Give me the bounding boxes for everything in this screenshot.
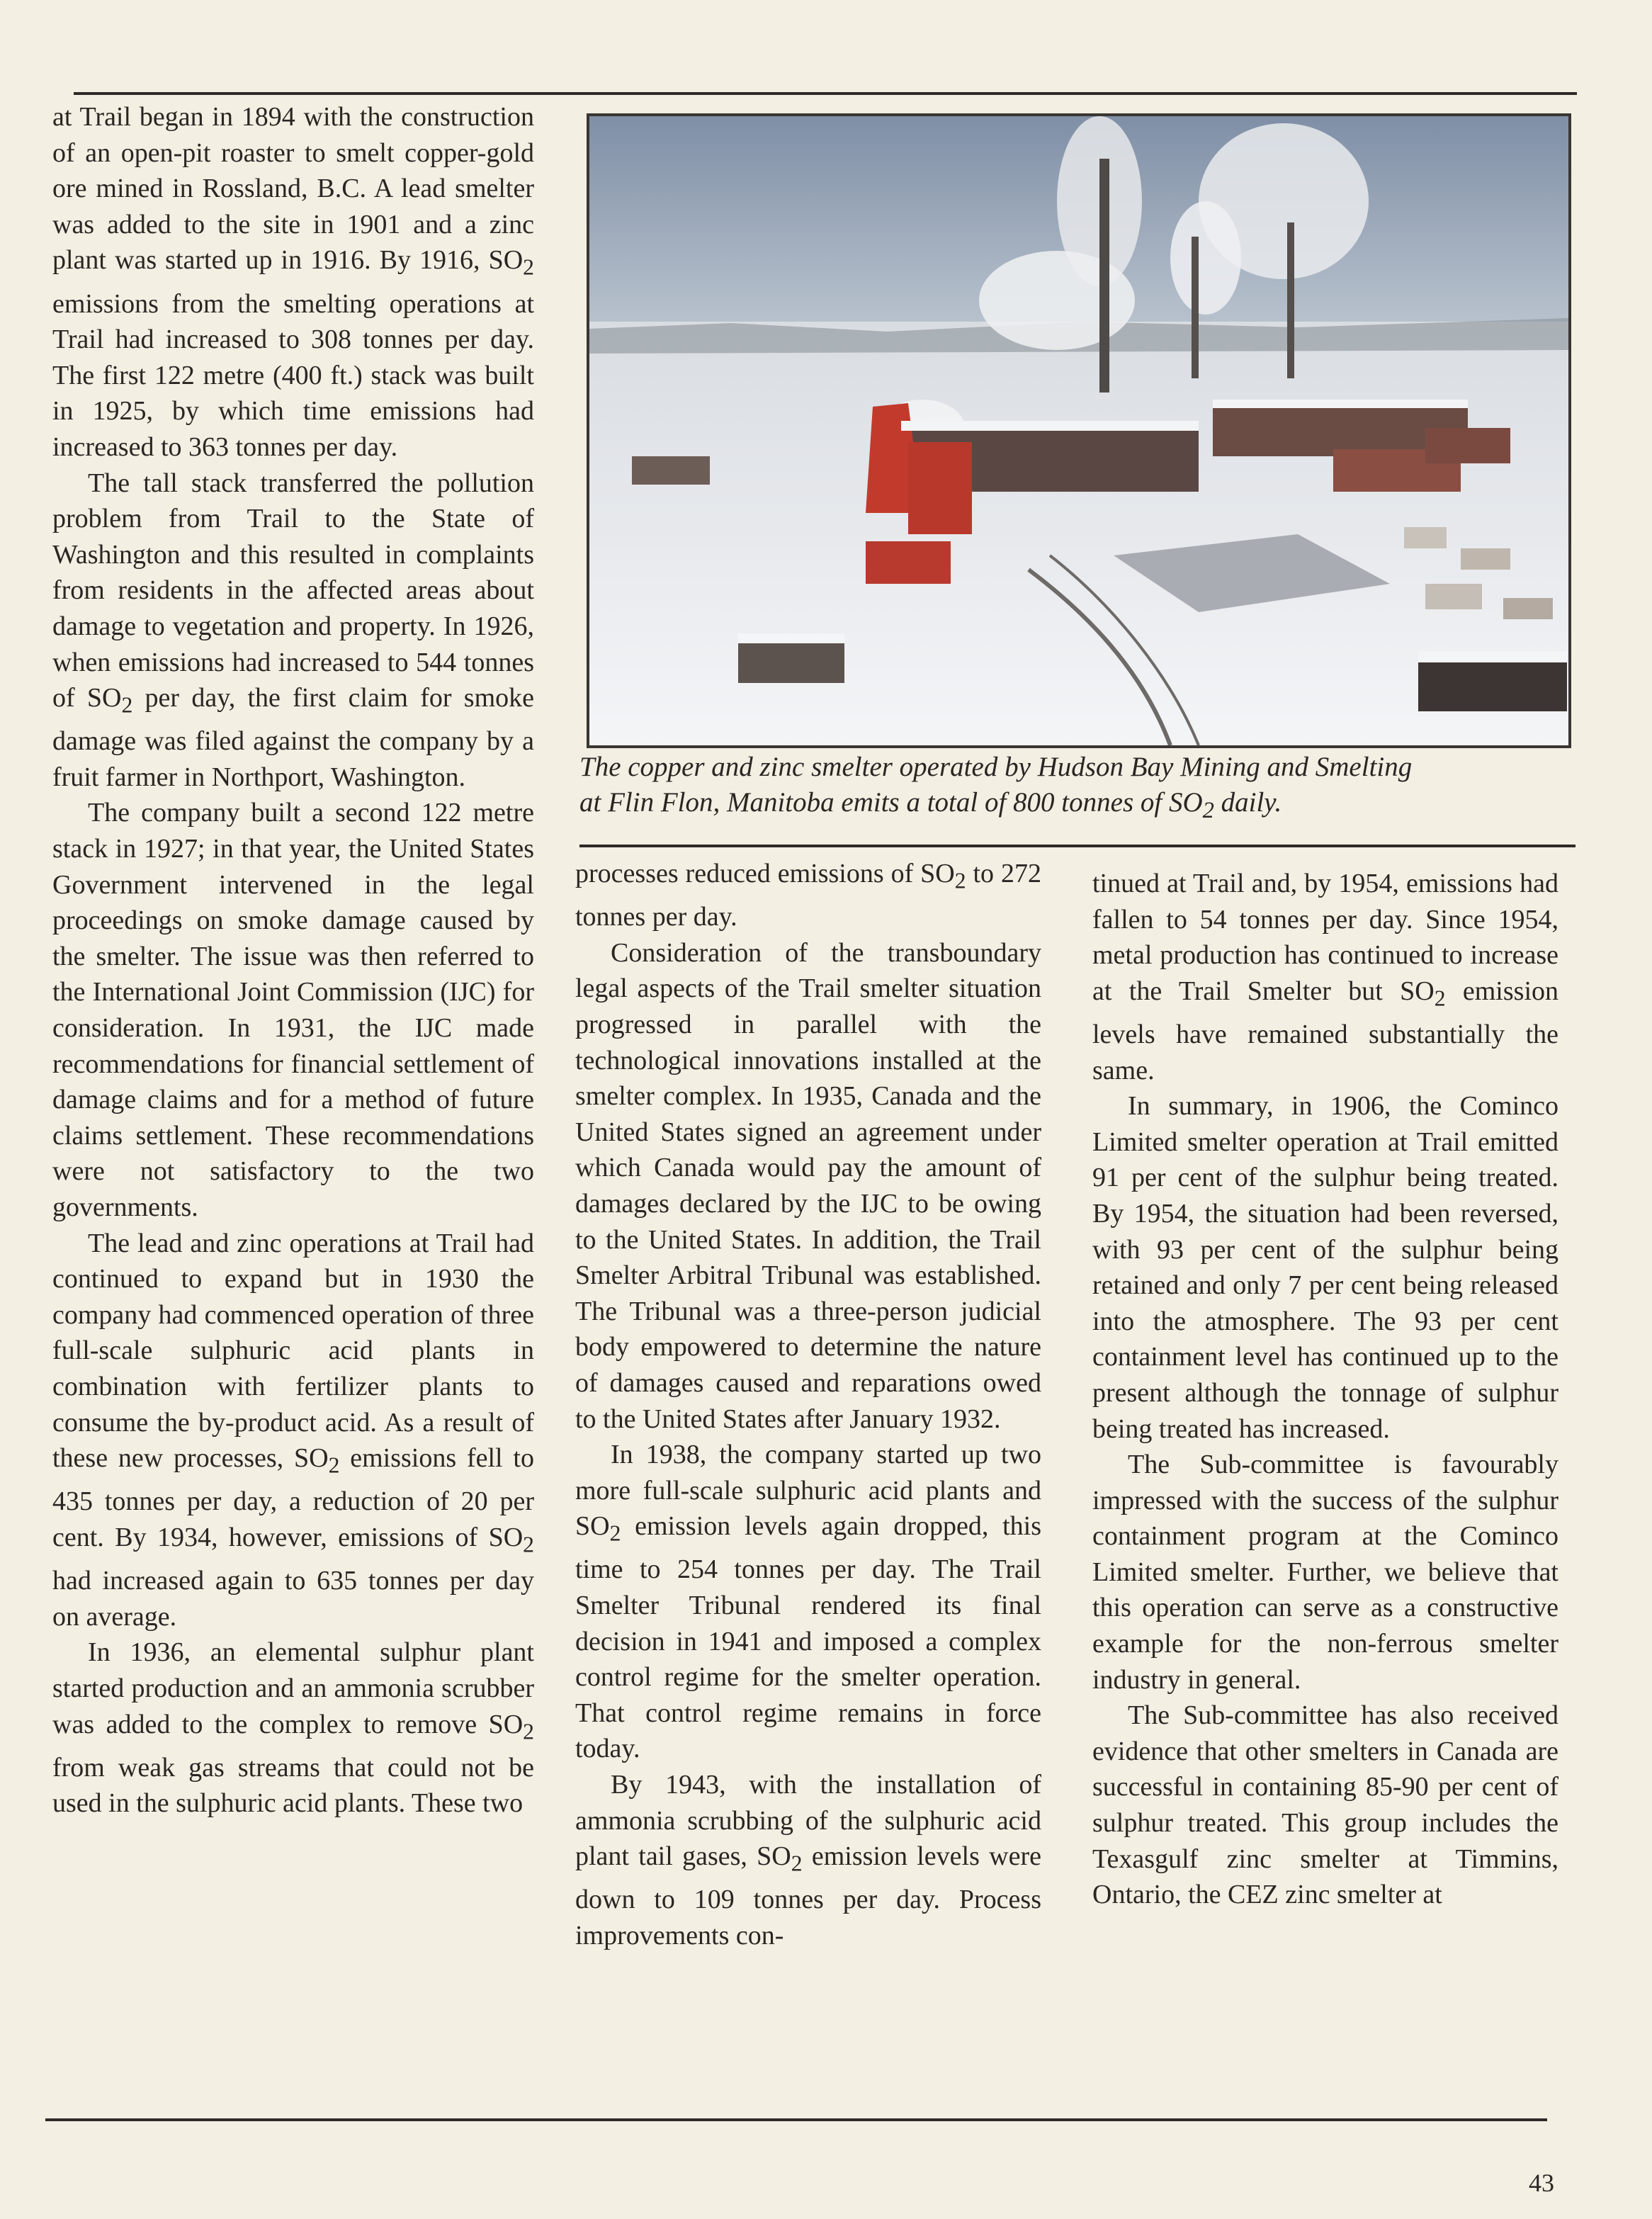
text-column-1 (52, 99, 534, 1822)
page-number: 43 (1529, 2169, 1554, 2197)
paragraph: The lead and zinc operations at Trail had continued to expand but in 1930 the company had commenced operation of three full-scale sulphuric acid plants in combination with fertilizer plants to consume the by-product acid. As a result of these new processes, $SO_2$ emissions fell to 435 tonnes per day, a reduction of 20 per cent. By 1934, however, emissions of $SO_2$ had increased again to 635 tonnes per day on average. (52, 1228, 534, 1632)
text-column-3 (1092, 866, 1558, 1913)
paragraph: In 1936, an elemental sulphur plant started production and an ammonia scrubber was added to the complex to remove $SO_2$ from weak gas streams that could not be used in the sulphuric acid plants. These two (52, 1637, 534, 1819)
paragraph: The Sub-committee is favourably impressed with the success of the sulphur containment program at the Cominco Limited smelter. Further, we believe that this operation can serve as a constructive example for the non-ferrous smelter industry in general. (1092, 1450, 1558, 1695)
paragraph: The company built a second 122 metre stack in 1927; in that year, the United States Government intervened in the legal proceedings on smoke damage caused by the smelter. The issue was then referred to the International Joint Commission (IJC) for consideration. In 1931, the IJC made recommendations for financial settlement of damage claims and for a method of future claims settlement. These recommendations were not satisfactory to the two governments. (52, 798, 534, 1222)
caption-line-1: The copper and zinc smelter operated by Hudson Bay Mining and Smelting (579, 752, 1413, 782)
text-column-2 (575, 856, 1041, 1954)
paragraph: processes reduced emissions of $SO_2$ to 272 tonnes per day. (575, 859, 1041, 932)
paragraph: In 1938, the company started up two more full-scale sulphuric acid plants and $SO_2$ emission levels again dropped, this time to 254 tonnes per day. The Trail Smelter Tribunal rendered its final decision in 1941 and imposed a complex control regime for the smelter operation. That control regime remains in force today. (575, 1440, 1041, 1764)
paragraph: By 1943, with the installation of ammonia scrubbing of the sulphuric acid plant tail gases, $SO_2$ emission levels were down to 109 tonnes per day. Process improvements con- (575, 1770, 1041, 1950)
paragraph: Consideration of the transboundary legal aspects of the Trail smelter situation progressed in parallel with the technological innovations installed at the smelter complex. In 1935, Canada and the United States signed an agreement under which Canada would pay the amount of damages declared by the IJC to be owing to the United States. In addition, the Trail Smelter Arbitral Tribunal was established. The Tribunal was a three-person judicial body empowered to determine the nature of damages caused and reparations owed to the United States after January 1932. (575, 937, 1041, 1434)
paragraph: The Sub-committee has also received evidence that other smelters in Canada are successful in containing 85-90 per cent of sulphur treated. This group includes the Texasgulf zinc smelter at Timmins, Ontario, the CEZ zinc smelter at (1092, 1700, 1558, 1910)
bottom-rule (45, 2118, 1547, 2121)
caption-line-2: at Flin Flon, Manitoba emits a total of 800 tonnes of $SO_2$ daily. (579, 787, 1282, 823)
paragraph: tinued at Trail and, by 1954, emissions had fallen to 54 tonnes per day. Since 1954, metal production has continued to increase at the Trail Smelter but $SO_2$ emission levels have remained substantially the same. (1092, 869, 1559, 1085)
paragraph: In summary, in 1906, the Cominco Limited smelter operation at Trail emitted 91 per cent of the sulphur being treated. By 1954, the situation had been reversed, with 93 per cent of the sulphur being retained and only 7 per cent being released into the atmosphere. The 93 per cent containment level has continued up to the present although the tonnage of sulphur being treated has increased. (1092, 1091, 1558, 1444)
top-rule (74, 92, 1577, 95)
figure-caption (579, 750, 1578, 828)
paragraph: The tall stack transferred the pollution problem from Trail to the State of Washington and this resulted in complaints from residents in the affected areas about damage to vegetation and property. In 1926, when emissions had increased to 544 tonnes of $SO_2$ per day, the first claim for smoke damage was filed against the company by a fruit farmer in Northport, Washington. (52, 468, 535, 792)
smelter-photo (587, 113, 1571, 748)
caption-rule (579, 845, 1575, 847)
paragraph: at Trail began in 1894 with the construction of an open-pit roaster to smelt copper-gold ore mined in Rossland, B.C. A lead smelter was added to the site in 1901 and a zinc plant was started up in 1916. By 1916, $SO_2$ emissions from the smelting operations at Trail had increased to 308 tonnes per day. The first 122 metre (400 ft.) stack was built in 1925, by which time emissions had increased to 363 tonnes per day. (52, 102, 534, 462)
